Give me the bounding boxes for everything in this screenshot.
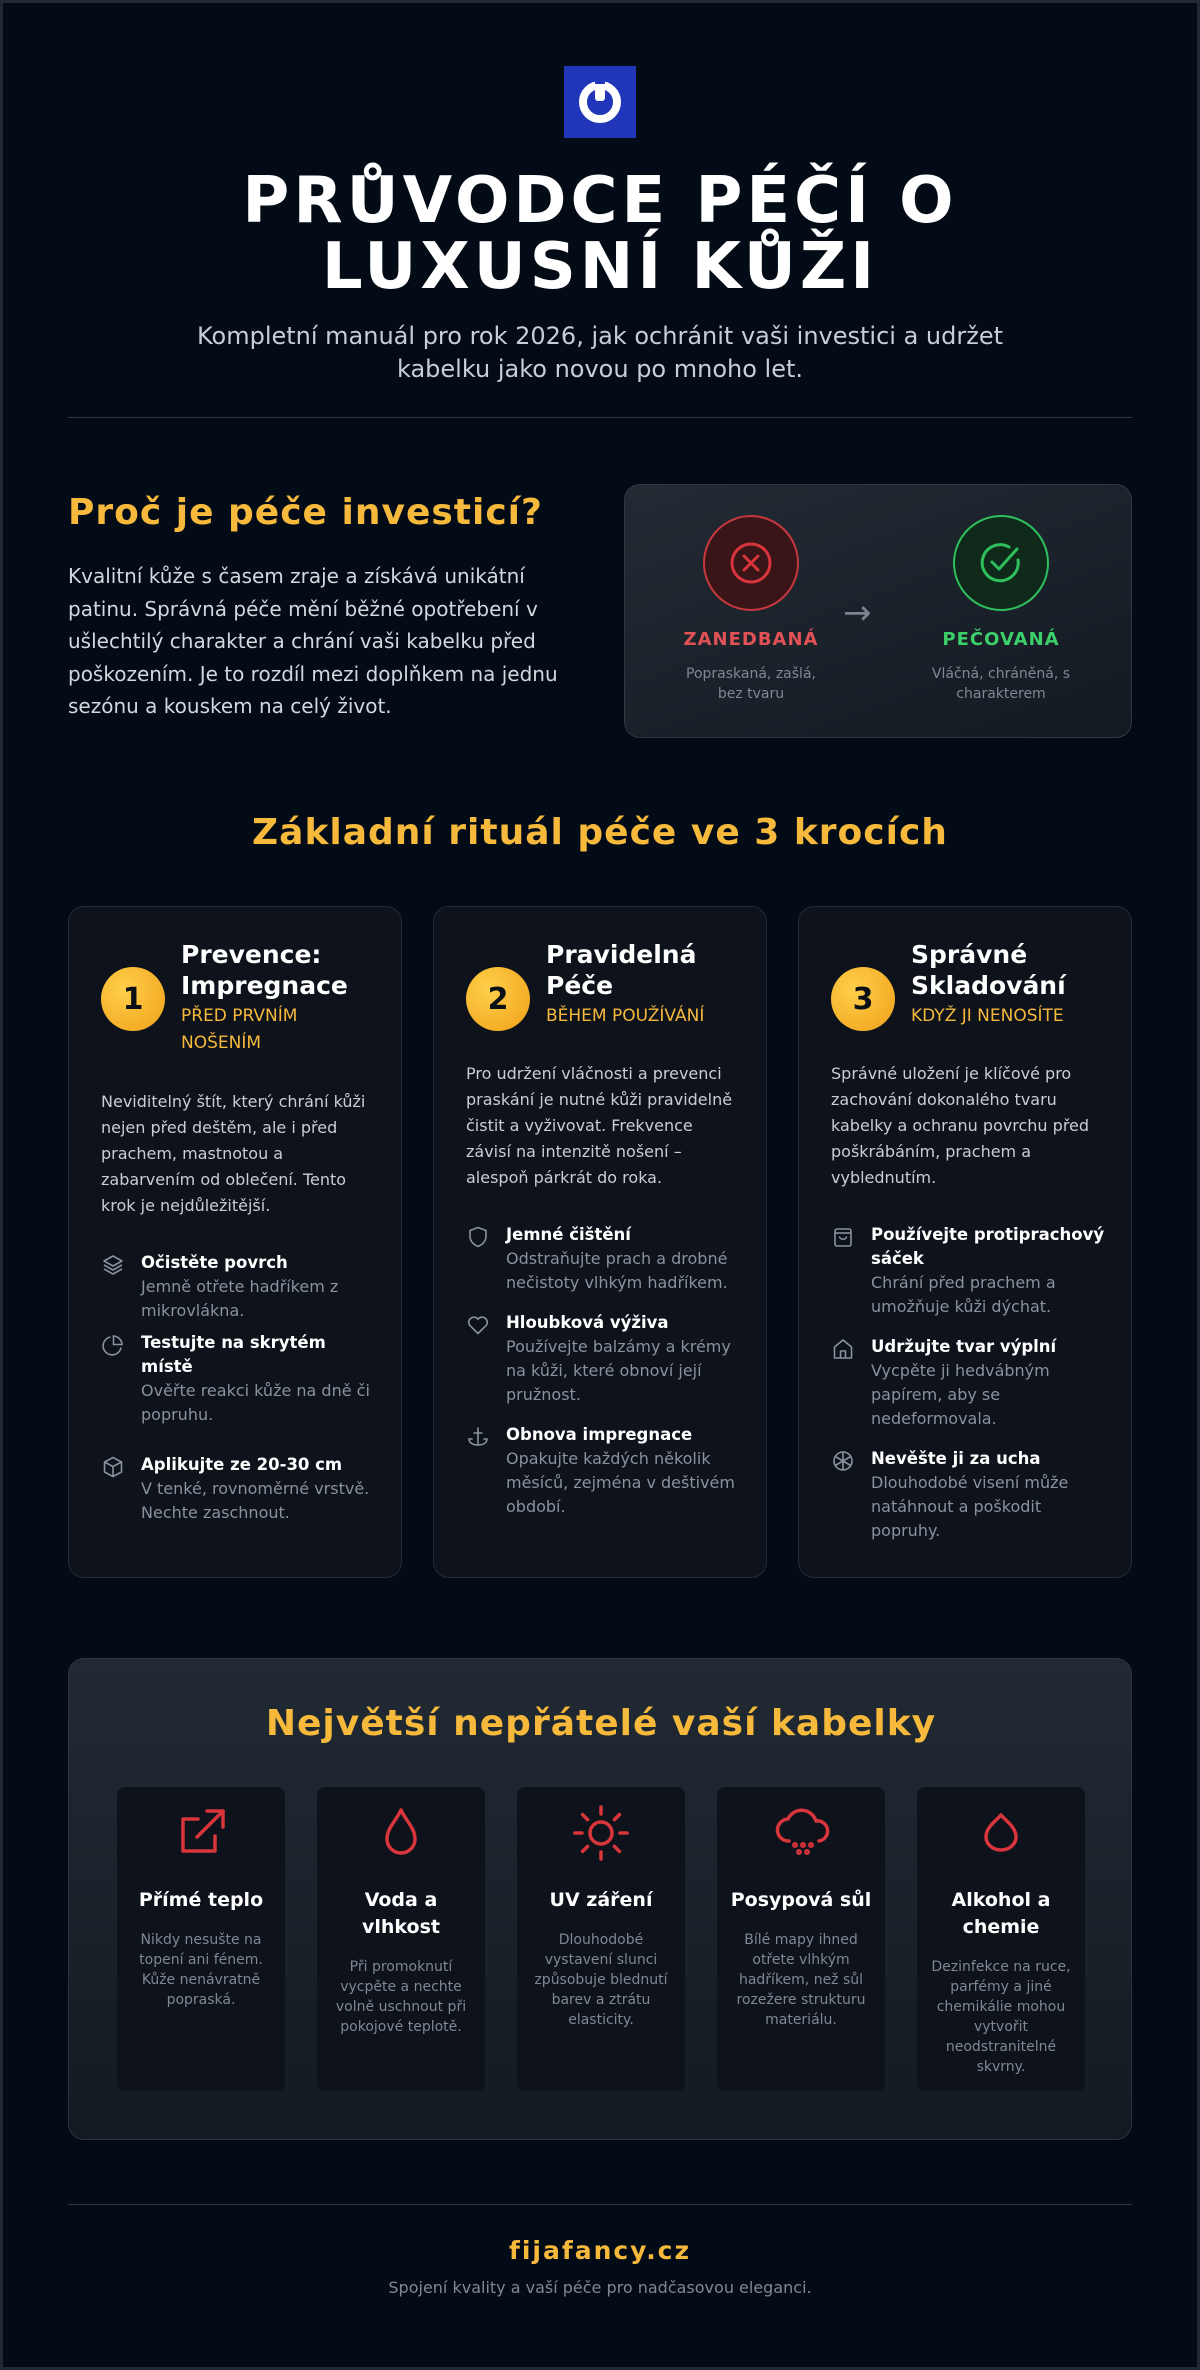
tip-title: Udržujte tvar výplní bbox=[871, 1337, 1057, 1356]
brand-logo bbox=[564, 66, 636, 138]
pie-chart-icon bbox=[101, 1333, 125, 1357]
step-card-2 bbox=[433, 906, 767, 1578]
comparison-neglected bbox=[661, 515, 841, 704]
tip-text: Opakujte každých několik měsíců, zejména v deštivém období. bbox=[506, 1449, 735, 1516]
enemies-section bbox=[68, 1658, 1132, 2140]
enemy-text: Nikdy nesušte na topení ani fénem. Kůže nenávratně popraská. bbox=[139, 1932, 263, 2008]
neglected-desc: Popraskaná, zašlá, bez tvaru bbox=[686, 666, 816, 702]
enemy-card bbox=[317, 1787, 485, 2091]
step-subtitle: PŘED PRVNÍM NOŠENÍM bbox=[181, 1006, 298, 1053]
step-subtitle: KDYŽ JI NENOSÍTE bbox=[911, 1006, 1064, 1026]
home-icon bbox=[831, 1337, 855, 1361]
step-description: Pro udržení vláčnosti a prevenci praskání je nutné kůži pravidelně čistit a vyživovat. Frekvence závisí na intenzitě nošení – alespoň párkrát do roka. bbox=[466, 1064, 733, 1187]
tip-item bbox=[466, 1223, 746, 1295]
cared-desc: Vláčná, chráněná, s charakterem bbox=[931, 666, 1071, 702]
step-description: Neviditelný štít, který chrání kůži nejen před deštěm, ale i před prachem, mastnotou a zabarvením od oblečení. Tento krok je nejdůležitější. bbox=[101, 1092, 366, 1215]
step-number: 1 bbox=[101, 967, 165, 1031]
tip-text: Vycpěte ji hedvábným papírem, aby se nedeformovala. bbox=[871, 1361, 1050, 1428]
box-icon bbox=[101, 1455, 125, 1479]
step-card-1 bbox=[68, 906, 402, 1578]
check-circle-icon bbox=[953, 515, 1049, 611]
enemy-title: Posypová sůl bbox=[730, 1889, 872, 1911]
header-divider bbox=[68, 417, 1132, 418]
enemy-title: Voda a vlhkost bbox=[362, 1889, 440, 1938]
footer-brand-link[interactable]: fijafancy.cz bbox=[508, 2236, 692, 2265]
enemy-title: UV záření bbox=[549, 1889, 653, 1911]
step-number: 2 bbox=[466, 967, 530, 1031]
ritual-title: Základní rituál péče ve 3 krocích bbox=[252, 812, 948, 853]
tip-title: Používejte protiprachový sáček bbox=[871, 1225, 1105, 1268]
step-title: Správné Skladování bbox=[911, 940, 1066, 1000]
step-title: Prevence: Impregnace bbox=[181, 940, 348, 1000]
tip-item bbox=[101, 1453, 381, 1525]
enemy-card bbox=[117, 1787, 285, 2091]
step-description: Správné uložení je klíčové pro zachování dokonalého tvaru kabelky a ochranu povrchu před poškrábáním, prachem a vyblednutím. bbox=[831, 1064, 1090, 1187]
x-circle-icon bbox=[703, 515, 799, 611]
footer-divider bbox=[68, 2204, 1132, 2205]
enemy-text: Bílé mapy ihned otřete vlhkým hadříkem, než sůl rozežere strukturu materiálu. bbox=[736, 1932, 866, 2028]
why-title: Proč je péče investicí? bbox=[68, 492, 543, 533]
tip-title: Obnova impregnace bbox=[506, 1425, 693, 1444]
shield-icon bbox=[466, 1225, 490, 1249]
step-subtitle: BĚHEM POUŽÍVÁNÍ bbox=[546, 1006, 705, 1026]
tip-text: Dlouhodobé visení může natáhnout a poškodit popruhy. bbox=[871, 1473, 1069, 1540]
tip-text: V tenké, rovnoměrné vrstvě. Nechte zaschnout. bbox=[141, 1479, 370, 1522]
enemy-card bbox=[717, 1787, 885, 2091]
step-card-3 bbox=[798, 906, 1132, 1578]
tip-text: Jemně otřete hadříkem z mikrovlákna. bbox=[141, 1277, 339, 1320]
sun-icon bbox=[569, 1801, 633, 1865]
droplet-icon bbox=[369, 1801, 433, 1865]
enemy-title: Alkohol a chemie bbox=[951, 1889, 1051, 1938]
cloud-snow-icon bbox=[769, 1801, 833, 1865]
footer-tagline: Spojení kvality a vaší péče pro nadčasovou eleganci. bbox=[388, 2278, 812, 2297]
tip-text: Chrání před prachem a umožňuje kůži dýchat. bbox=[871, 1273, 1056, 1316]
tip-title: Očistěte povrch bbox=[141, 1253, 288, 1272]
tip-text: Odstraňujte prach a drobné nečistoty vlhkým hadříkem. bbox=[506, 1249, 728, 1292]
arrow-right-icon: → bbox=[843, 593, 872, 633]
snowflake-icon bbox=[831, 1449, 855, 1473]
enemy-title: Přímé teplo bbox=[138, 1889, 264, 1911]
tip-title: Hloubková výživa bbox=[506, 1313, 669, 1332]
enemies-title: Největší nepřátelé vaší kabelky bbox=[265, 1703, 937, 1744]
enemy-text: Dlouhodobé vystavení slunci způsobuje blednutí barev a ztrátu elasticity. bbox=[534, 1932, 668, 2028]
tip-text: Používejte balzámy a krémy na kůži, které obnoví její pružnost. bbox=[506, 1337, 731, 1404]
tip-item bbox=[831, 1447, 1111, 1543]
tip-title: Testujte na skrytém místě bbox=[141, 1333, 326, 1376]
comparison-card bbox=[624, 484, 1132, 738]
heart-icon bbox=[466, 1313, 490, 1337]
tip-item bbox=[831, 1223, 1111, 1319]
external-link-icon bbox=[169, 1801, 233, 1865]
tip-item bbox=[466, 1423, 746, 1519]
enemy-card bbox=[917, 1787, 1085, 2091]
step-number: 3 bbox=[831, 967, 895, 1031]
page-subtitle: Kompletní manuál pro rok 2026, jak ochránit vaši investici a udržet kabelku jako novou po mnoho let. bbox=[196, 322, 1003, 383]
power-icon bbox=[574, 76, 626, 128]
step-title: Pravidelná Péče bbox=[546, 940, 697, 1000]
tip-text: Ověřte reakci kůže na dně či popruhu. bbox=[141, 1381, 370, 1424]
layers-icon bbox=[101, 1253, 125, 1277]
page-title: PRŮVODCE PÉČÍ O LUXUSNÍ KŮŽI bbox=[242, 164, 958, 304]
tip-title: Nevěšte ji za ucha bbox=[871, 1449, 1041, 1468]
tip-title: Jemné čištění bbox=[506, 1225, 631, 1244]
tip-item bbox=[466, 1311, 746, 1407]
tip-item bbox=[831, 1335, 1111, 1431]
anchor-icon bbox=[466, 1425, 490, 1449]
tip-title: Aplikujte ze 20-30 cm bbox=[141, 1455, 343, 1474]
tip-item bbox=[101, 1331, 381, 1427]
enemy-text: Při promoknutí vycpěte a nechte volně uschnout při pokojové teplotě. bbox=[335, 1959, 467, 2035]
why-text: Kvalitní kůže s časem zraje a získává unikátní patinu. Správná péče mění běžné opotřebení v ušlechtilý charakter a chrání vaši kabelku před poškozením. Je to rozdíl mezi doplňkem na jednu sezónu a kouskem na celý život. bbox=[68, 564, 558, 718]
enemy-card bbox=[517, 1787, 685, 2091]
bag-icon bbox=[831, 1225, 855, 1249]
tip-item bbox=[101, 1251, 381, 1323]
neglected-label: ZANEDBANÁ bbox=[683, 629, 819, 650]
cared-label: PEČOVANÁ bbox=[942, 629, 1060, 650]
drop-icon bbox=[969, 1801, 1033, 1865]
enemy-text: Dezinfekce na ruce, parfémy a jiné chemikálie mohou vytvořit neodstranitelné skvrny. bbox=[931, 1959, 1071, 2075]
comparison-cared bbox=[911, 515, 1091, 704]
